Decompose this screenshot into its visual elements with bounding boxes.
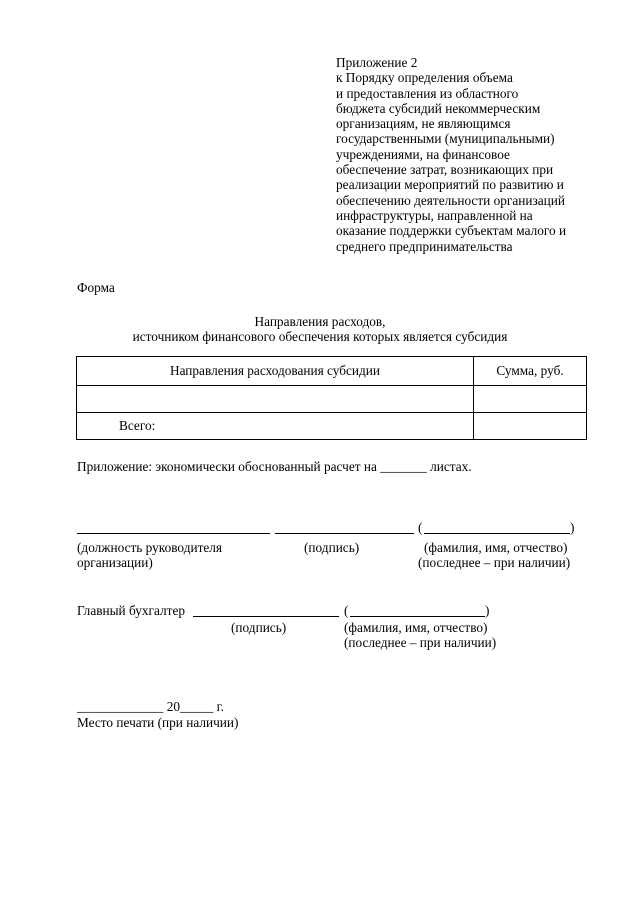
signature-caption: (подпись) [304, 540, 360, 555]
open-paren: ( [418, 520, 423, 535]
accountant-name-caption-line-1: (фамилия, имя, отчество) [344, 620, 488, 635]
accountant-close-paren: ) [485, 603, 490, 618]
appendix-line: учреждениями, на финансовое [336, 146, 510, 162]
name-caption-line-1: (фамилия, имя, отчество) [424, 540, 568, 555]
title-line-1: Направления расходов, [254, 314, 386, 329]
appendix-line: государственными (муниципальными) [336, 131, 555, 147]
chief-accountant-label: Главный бухгалтер [77, 603, 186, 618]
appendix-line: организациям, не являющимся [336, 116, 511, 132]
signature-line[interactable] [275, 533, 414, 534]
position-caption-line-1: (должность руководителя [77, 540, 223, 555]
date-line[interactable]: _____________ 20_____ г. [77, 699, 224, 714]
position-caption-line-2: организации) [77, 555, 153, 570]
appendix-line: обеспечению деятельности организаций [336, 192, 565, 208]
title-line-2: источником финансового обеспечения которых является субсидия [132, 329, 508, 345]
total-label: Всего: [77, 413, 474, 440]
table-header-row [77, 357, 587, 386]
attachment-note: Приложение: экономически обоснованный расчет на _______ листах. [77, 459, 472, 474]
table-cell-amount[interactable] [474, 386, 587, 413]
col-header-directions: Направления расходования субсидии [77, 357, 474, 386]
appendix-line: среднего предпринимательства [336, 238, 513, 254]
name-signature-line[interactable] [424, 533, 570, 534]
appendix-line: реализации мероприятий по развитию и [336, 177, 564, 193]
accountant-open-paren: ( [344, 603, 349, 618]
position-signature-line[interactable] [77, 533, 270, 534]
accountant-name-caption-line-2: (последнее – при наличии) [344, 635, 497, 650]
table-total-row [77, 413, 587, 440]
appendix-block [336, 55, 566, 254]
document-title [0, 314, 640, 345]
close-paren: ) [570, 520, 575, 535]
col-header-amount: Сумма, руб. [474, 357, 587, 386]
expenses-table [76, 356, 587, 440]
form-label: Форма [77, 280, 115, 295]
appendix-line: к Порядку определения объема [336, 70, 513, 86]
appendix-line: бюджета субсидий некоммерческим [336, 100, 541, 116]
accountant-signature-line[interactable] [193, 616, 339, 617]
accountant-name-line[interactable] [350, 616, 485, 617]
table-row [77, 386, 587, 413]
appendix-line: Приложение 2 [336, 55, 418, 70]
appendix-line: и предоставления из областного [336, 85, 519, 101]
name-caption-line-2: (последнее – при наличии) [418, 555, 571, 570]
table-cell-direction[interactable] [77, 386, 474, 413]
appendix-line: инфраструктуры, направленной на [336, 207, 533, 223]
stamp-place: Место печати (при наличии) [77, 715, 239, 730]
appendix-line: обеспечение затрат, возникающих при [336, 162, 554, 178]
accountant-signature-caption: (подпись) [231, 620, 287, 635]
total-amount-cell[interactable] [474, 413, 587, 440]
appendix-line: оказание поддержки субъектам малого и [336, 223, 567, 239]
